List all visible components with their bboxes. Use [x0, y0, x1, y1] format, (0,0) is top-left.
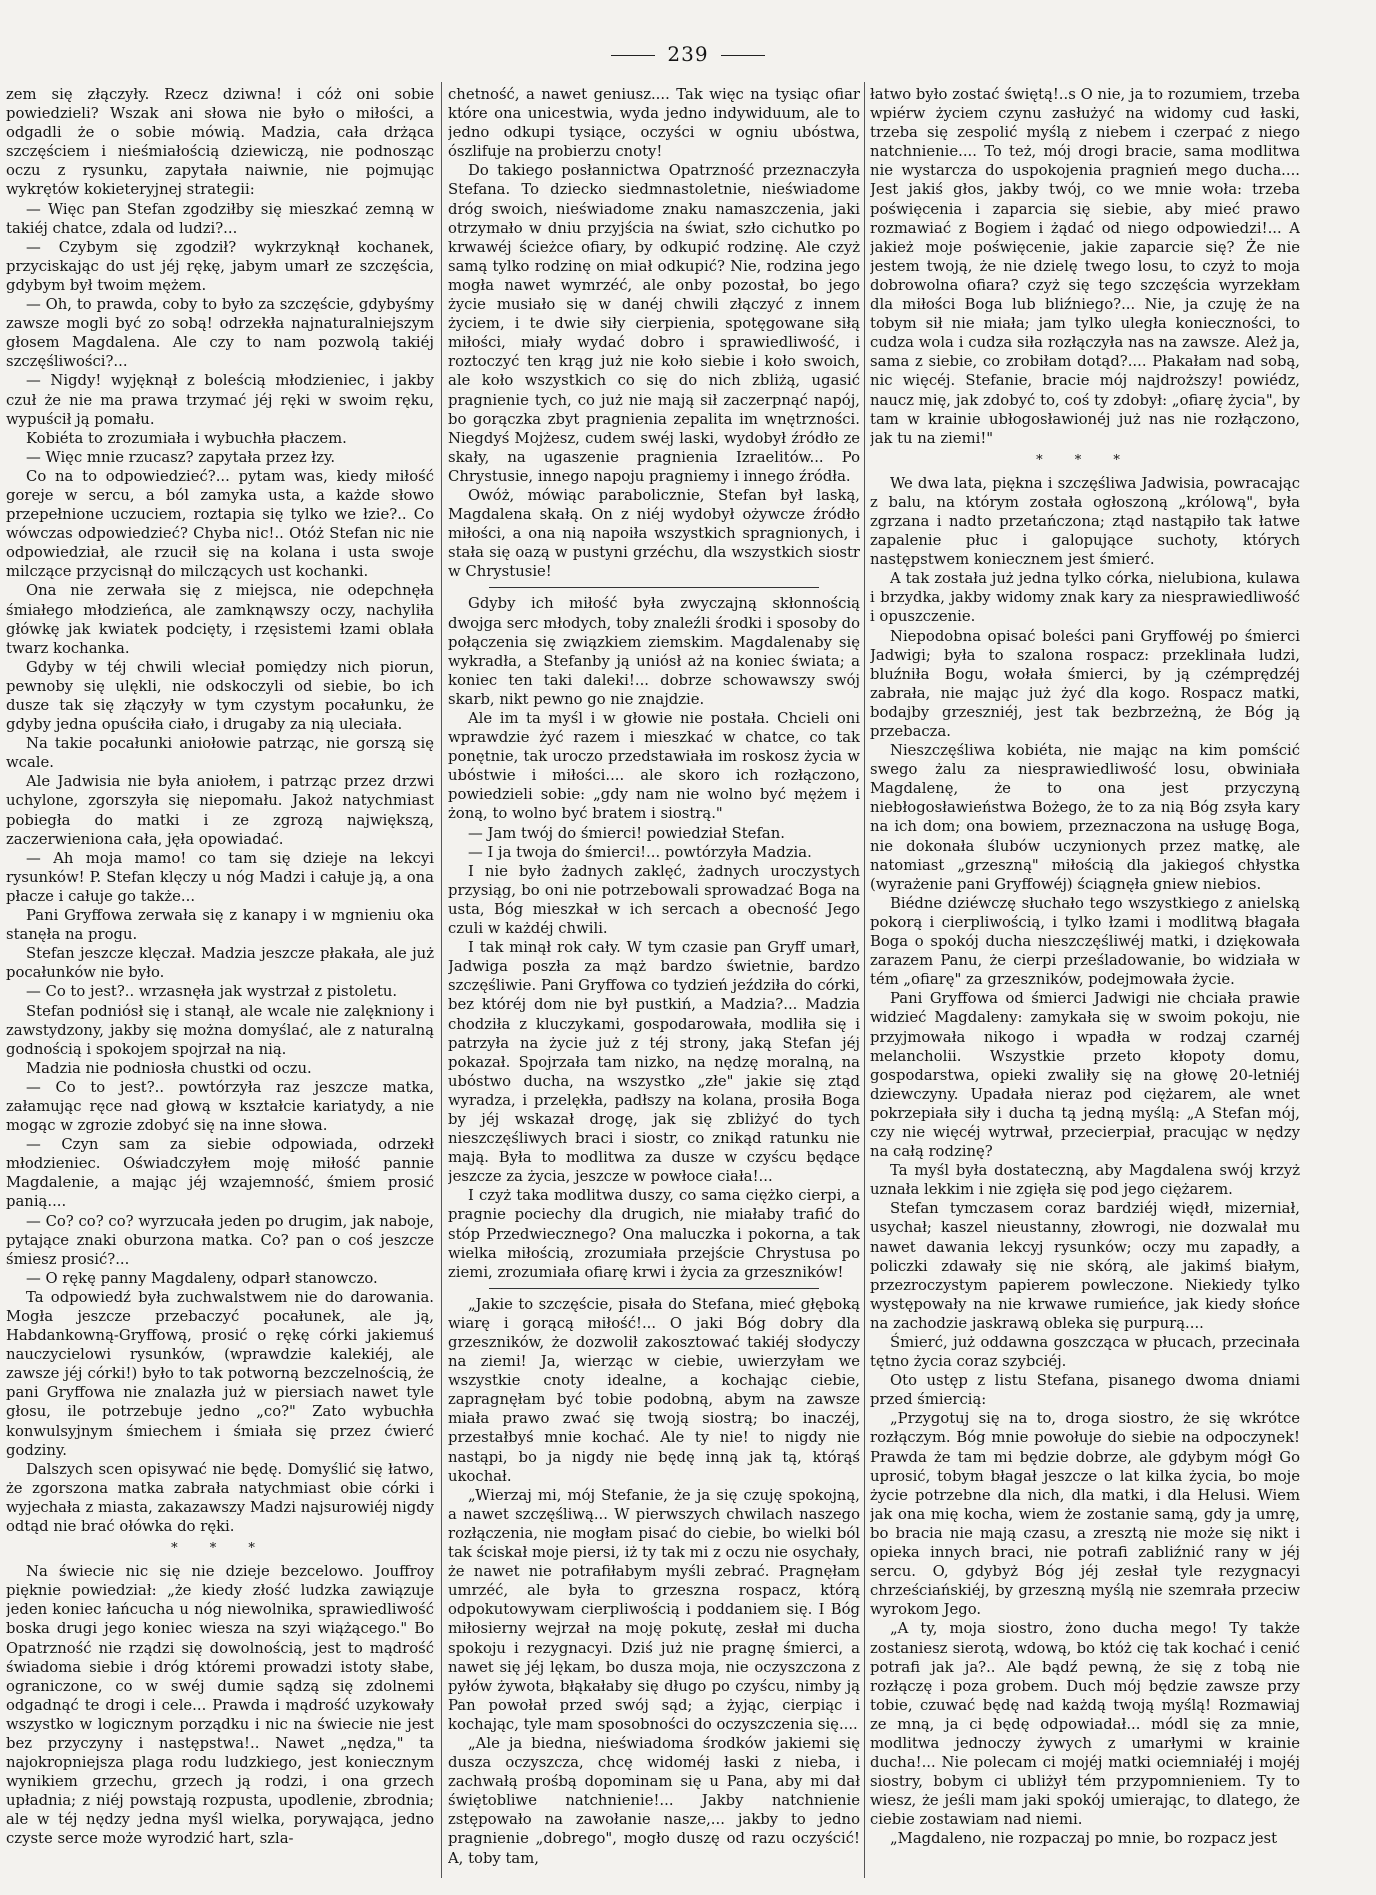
paragraph: Stefan podniósł się i stanął, ale wcale nie zalękniony i zawstydzony, jakby się można domyślać, ale z naturalną godnością i spokojem spojrzał na nią.: [6, 1002, 434, 1058]
paragraph: Pani Gryffowa zerwała się z kanapy i w mgnieniu oka stanęła na progu.: [6, 907, 434, 944]
paragraph: Ale im ta myśl i w głowie nie postała. Chcieli oni wprawdzie żyć razem i mieszkać w chatce, co tak ponętnie, tak uroczo przedstawiała im roskosz życia w ubóstwie i miłości.... ale skoro ich rozłączono, powiedzieli sobie: „gdy nam nie wolno być mężem i żoną, to wolno być bratem i siostrą.": [448, 710, 860, 823]
paragraph: We dwa lata, piękna i szczęśliwa Jadwisia, powracając z balu, na którym została ogłoszoną „królową", była zgrzana i nadto przetańczona; ztąd nastąpiło tak łatwe zapalenie płuc i galopujące suchoty, których następstwem koniecznem jest śmierć.: [870, 474, 1300, 569]
paragraph: — Co to jest?.. wrzasnęła jak wystrzał z pistoletu.: [26, 983, 398, 1001]
paragraph: łatwo było zostać świętą!..s O nie, ja to rozumiem, trzeba wpiérw życiem czynu zasłużyć na widomy cud łaski, trzeba się zespolić myślą z niebem i czerpać z niego natchnienie.... To też, mój drogi bracie, sama modlitwa nie wystarcza do uspokojenia pragnień mego ducha.... Jest jakiś głos, jakby twój, co we mnie woła: trzeba poświęcenia i zaparcia się siebie, aby mieć prawo rozmawiać z Bogiem i żądać od niego odpowiedzi!... A jakież moje poświęcenie, jakie zaparcie się? Że nie jestem twoją, że nie dzielę twego losu, to czyż to moja dobrowolna ofiara? czyż się tego szczęścia wyrzekłam dla miłości Boga lub bliźniego?... Nie, ja czuję że na tobym sił nie miała; jam tylko uległa konieczności, to cudza wola i cudza siła rozłączyła nas na zawsze. Ależ ja, sama z siebie, co zrobiłam dotąd?.... Płakałam nad sobą, nic więcéj. Stefanie, bracie mój najdroższy! powiédz, naucz mię, jak zdobyć to, coś ty zdobył: „ofiarę życia", by tam w krainie ubłogosławionéj już nas nie rozłączono, jak tu na ziemi!": [870, 86, 1300, 447]
paragraph: chetność, a nawet geniusz.... Tak więc na tysiąc ofiar które ona unicestwia, wyda jedno indywiduum, ale to jedno odkupi tysiące, oczyści w ogniu ubóstwa, ószlifuje na probierzu cnoty!: [448, 86, 860, 161]
paragraph: Stefan jeszcze klęczał. Madzia jeszcze płakała, ale już pocałunków nie było.: [6, 945, 434, 982]
paragraph: A tak została już jedna tylko córka, nielubiona, kulawa i brzydka, jakby widomy znak kary za niesprawiedliwość i opuszczenie.: [870, 570, 1300, 626]
paragraph: — I ja twoja do śmierci!... powtórzyła Madzia.: [468, 843, 812, 861]
paragraph: Niepodobna opisać boleści pani Gryffowéj po śmierci Jadwigi; była to szalona rospacz: przeklinała ludzi, bluźniła Bogu, wołała śmierci, by ją czémprędzéj zabrała, nie mając już żyć dla kogo. Rospacz matki, bodajby grzeszniéj, jest tak bezbrzeżną, że Bóg ją przebacza.: [870, 627, 1300, 740]
paragraph: — O rękę panny Magdaleny, odparł stanowczo.: [26, 1269, 378, 1287]
paragraph: Biédne dziéwczę słuchało tego wszystkiego z anielską pokorą i cierpliwością, i tylko łzami i modlitwą błagała Boga o spokój ducha nieszczęśliwéj matki, i dziękowała zarazem Panu, że cierpi prześladowanie, bo widziała w tém „ofiarę" za grzeszników, podejmowała życie.: [870, 894, 1300, 989]
paragraph: Nieszczęśliwa kobiéta, nie mając na kim pomścić swego żalu za niesprawiedliwość losu, obwiniała Magdalenę, że to ona jest przyczyną niebłogosławieństwa Bożego, że to za nią Bóg zsyła kary na ich dom; ona bowiem, przeznaczona na usługę Boga, nie dokonała ślubów uczynionych przez matkę, ale natomiast „grzeszną" miłością dla jakiegoś chłystka (wyrażenie pani Gryffowéj) ściągnęła gniew niebios.: [870, 742, 1300, 893]
paragraph: Ta odpowiedź była zuchwalstwem nie do darowania. Mogła jeszcze przebaczyć pocałunek, ale ją, Habdankowną-Gryffową, prosić o rękę córki jakiemuś nauczycielowi rysunków, (wprawdzie kalekiéj, ale zawsze jéj córki!) było to tak potworną bezczelnością, że pani Gryffowa nie znalazła już w piersiach nawet tyle głosu, ile potrzebuje jedno „co?" Zato wybuchła konwulsyjnym śmiechem i śmiała się przez ćwierć godziny.: [6, 1288, 434, 1459]
paragraph: — Więc mnie rzucasz? zapytała przez łzy.: [26, 448, 336, 466]
paragraph: — Co? co? co? wyrzucała jeden po drugim, jak naboje, pytające znaki oburzona matka. Co? pan o coś jeszcze śmiesz prosić?...: [6, 1212, 434, 1268]
paragraph: Na takie pocałunki aniołowie patrząc, nie gorszą się wcale.: [6, 735, 434, 772]
paragraph: I nie było żadnych zaklęć, żadnych uroczystych przysiąg, bo oni nie potrzebowali sprowadzać Boga na usta, Bóg mieszkał w ich sercach a obecność Jego czuli w każdéj chwili.: [448, 862, 860, 938]
section-break-stars: * * *: [171, 1541, 269, 1557]
paragraph: Kobiéta to zrozumiała i wybuchła płaczem.: [26, 429, 347, 447]
paragraph: — Ah moja mamo! co tam się dzieje na lekcyi rysunków! P. Stefan klęczy u nóg Madzi i całuje ją, a ona płacze i całuje go także...: [6, 849, 434, 905]
paragraph: Ale Jadwisia nie była aniołem, i patrząc przez drzwi uchylone, zgorszyła się niepomału. Jakoż natychmiast pobiegła do matki i ze zgrozą największą, zaczerwieniona cała, jęła opowiadać.: [6, 773, 434, 848]
paragraph: — Czybym się zgodził? wykrzyknął kochanek, przyciskając do ust jéj rękę, jabym umarł ze szczęścia, gdybym był twoim mężem.: [6, 238, 434, 294]
page-number: 239: [667, 42, 709, 66]
paragraph: Dalszych scen opisywać nie będę. Domyślić się łatwo, że zgorszona matka zabrała natychmiast obie córki i wyjechała z miasta, zakazawszy Madzi najsurowiéj nigdy odtąd nie brać ołówka do ręki.: [6, 1460, 434, 1536]
paragraph: Oto ustęp z listu Stefana, pisanego dwoma dniami przed śmiercią:: [870, 1372, 1300, 1409]
paragraph: „Jakie to szczęście, pisała do Stefana, mieć głęboką wiarę i gorącą miłość!... O jaki Bóg dobry dla grzeszników, że dozwolił zakosztować takiéj słodyczy na ziemi! Ja, wierząc w ciebie, uwierzyłam we wszystkie cnoty idealne, a kochając ciebie, zapragnęłam być tobie podobną, abym na zawsze miała prawo zwać się twoją siostrą; bo inaczéj, przestałbyś mnie kochać. Ale ty nie! to nigdy nie nastąpi, bo ja nigdy nie będę inną jak tą, którąś ukochał.: [448, 1295, 860, 1485]
paragraph: Do takiego posłannictwa Opatrzność przeznaczyła Stefana. To dziecko siedmnastoletnie, nieświadome dróg swoich, nieświadome znaku namaszczenia, jaki otrzymało w dniu przyjścia na świat, szło cichutko po krwawéj ścieżce ofiary, by odkupić rodzinę. Ale czyż samą tylko rodzinę on miał odkupić? Nie, rodzina jego mogła nawet wymrzéć, ale onby pozostał, bo jego życie musiało się w danéj chwili złączyć z innem życiem, i te dwie siły cierpienia, spotęgowane siłą miłości, miały wydać dobro i sprawiedliwość, i roztoczyć ten krąg już nie koło siebie i koło swoich, ale koło wszystkich co się do nich zbliżą, ugasić pragnienie tych, co już nie mają sił zaczerpnąć napój, bo gorączka zbyt pragnienia zepalita im wnętrzności. Niegdyś Mojżesz, cudem swéj laski, wydobył źródło ze skały, na ugaszenie pragnienia Izraelitów... Po Chrystusie, innego napoju pragniemy i innego źródła.: [448, 162, 860, 485]
column-divider-1: [441, 82, 442, 1878]
paragraph: Gdyby ich miłość była zwyczajną skłonnością dwojga serc młodych, toby znaleźli środki i sposoby do połączenia się związkiem ziemskim. Magdalenaby się wykradła, a Stefanby ją uniósł aż na koniec świata; a koniec ten taki daleki!... dobrze schowawszy swój skarb, nikt pewno go nie znajdzie.: [448, 595, 860, 708]
paragraph: I tak minął rok cały. W tym czasie pan Gryff umarł, Jadwiga poszła za mąż bardzo świetnie, bardzo szczęśliwie. Pani Gryffowa co tydzień jeździła do córki, bez któréj dom nie był pustkiń, a Madzia?... Madzia chodziła z kluczykami, gospodarowała, modliła się i patrzyła na życie już z téj strony, jaką Stefan jéj pokazał. Spojrzała tam nizko, na nędzę moralną, na ubóstwo ducha, na wszystko „złe" jakie się ztąd wyradza, i przelękła, padłszy na kolana, prosiła Boga by jéj wskazał drogę, jak się zbliżyć do tych nieszczęśliwych braci i siostr, co znikąd ratunku nie mają. Była to modlitwa za dusze w czyścu będące jeszcze za życia, jeszcze w powłoce ciała!...: [448, 939, 860, 1186]
paragraph: „A ty, moja siostro, żono ducha mego! Ty także zostaniesz sierotą, wdową, bo któż cię tak kochać i cenić potrafi jak ja?.. Ale bądź pewną, że się z tobą nie rozłączę i poza grobem. Duch mój będzie zawsze przy tobie, czuwać będę nad każdą twoją myślą! Rozmawiaj ze mną, ja ci będę odpowiadał... módl się za mnie, modlitwa jednoczy żywych z umarłymi w krainie ducha!... Nie polecam ci mojéj matki ociemniałéj i mojéj siostry, bobym ci ubliżył tém przypomnieniem. Ty to wiesz, że jeśli mam jaki spokój umierając, to dlatego, że ciebie zostawiam nad niemi.: [870, 1620, 1300, 1829]
column-3: [870, 85, 1300, 1880]
paragraph: „Wierzaj mi, mój Stefanie, że ja się czuję spokojną, a nawet szczęśliwą... W pierwszych chwilach naszego rozłączenia, nie mogłam pisać do ciebie, bo wielki ból tak ściskał moje piersi, iż ty tak mi z oczu nie osychały, że nawet nie potrafiłabym myśli zebrać. Pragnęłam umrzéć, ale była to grzeszna rospacz, którą odpokutowywam cierpliwością i poddaniem się. I Bóg miłosierny wejrzał na moję pokutę, zesłał mi ducha spokoju i rezygnacyi. Dziś już nie pragnę śmierci, a nawet się jéj lękam, bo dusza moja, nie oczyszczona z pyłów żywota, błąkałaby się długo po czyścu, nimby ją Pan powołał przed swój sąd; a żyjąc, cierpiąc i kochając, tyle mam sposobności do oczyszczenia się....: [448, 1486, 860, 1733]
paragraph: Co na to odpowiedzieć?... pytam was, kiedy miłość goreje w sercu, a ból zamyka usta, a każde słowo przepełnione uczuciem, roztapia się tylko we łzie?.. Co wówczas odpowiedzieć? Chyba nic!.. Otóż Stefan nic nie odpowiedział, ale rzucił się na kolana i usta swoje milczące przycisnął do milczących ust kochanki.: [6, 467, 434, 581]
paragraph: „Ale ja biedna, nieświadoma środków jakiemi się dusza oczyszcza, chcę widoméj łaski z nieba, i zachwałą prośbą dopominam się u Pana, aby mi dał świętobliwe natchnienie!... Jakby natchnienie zstępowało na zawołanie nasze,... jakby to jedno pragnienie „dobrego", mogło duszę od razu oczyścić! A, toby tam,: [448, 1734, 860, 1867]
column-divider-2: [864, 82, 865, 1878]
paragraph: — Czyn sam za siebie odpowiada, odrzekł młodzieniec. Oświadczyłem moję miłość pannie Magdalenie, a mając jéj wzajemność, śmiem prosić panią....: [6, 1136, 434, 1211]
header-rule-left: [611, 55, 655, 56]
paragraph: — Jam twój do śmierci! powiedział Stefan.: [468, 824, 785, 842]
paragraph: — Co to jest?.. powtórzyła raz jeszcze matka, załamując ręce nad głową w kształcie kariatydy, a nie mogąc w zgrozie zdobyć się na inne słowa.: [6, 1078, 434, 1135]
section-break-stars: * * *: [1036, 452, 1134, 468]
paragraph: — Więc pan Stefan zgodziłby się mieszkać zemną w takiéj chatce, zdala od ludzi?...: [6, 200, 434, 237]
section-break-rule: [489, 1288, 819, 1289]
paragraph: Owóż, mówiąc parabolicznie, Stefan był laską, Magdalena skałą. On z niéj wydobył ożywcze źródło miłości, a ona nią napoiła wszystkich spragnionych, i stała się oazą w pustyni grzéchu, dla wszystkich siostr w Chrystusie!: [448, 486, 860, 581]
section-break-rule: [489, 587, 819, 588]
column-1: [6, 85, 434, 1880]
paragraph: I czyż taka modlitwa duszy, co sama ciężko cierpi, a pragnie pociechy dla drugich, nie miałaby trafić do stóp Przedwiecznego? Ona maluczka i pokorna, a tak wielka miłością, zrozumiała przejście Chrystusa po ziemi, zrozumiała ofiarę krwi i życia za grzeszników!: [448, 1187, 860, 1281]
paragraph: — Nigdy! wyjęknął z boleścią młodzieniec, i jakby czuł że nie ma prawa trzymać jéj ręki w swoim ręku, wypuścił ją pomału.: [6, 372, 434, 428]
paragraph: Stefan tymczasem coraz bardziéj więdł, mizerniał, usychał; kaszel nieustanny, złowrogi, nie dozwalał mu nawet dawania lekcyj rysunków; oczy mu zapadły, a policzki zdawały się nie skórą, ale jakimś białym, przezroczystym papierem powleczone. Niekiedy tylko występowały na nie krwawe rumieńce, jak kiedy słońce na zachodzie jaskrawą obleka się purpurą....: [870, 1200, 1300, 1332]
paragraph: Ta myśl była dostateczną, aby Magdalena swój krzyż uznała lekkim i nie zgięła się pod jego ciężarem.: [870, 1162, 1300, 1199]
paragraph: „Przygotuj się na to, droga siostro, że się wkrótce rozłączym. Bóg mnie powołuje do siebie na odpoczynek! Prawda że tam mi będzie dobrze, ale gdybym mógł Go uprosić, tobym błagał jeszcze o lat kilka życia, bo moje życie potrzebne dla nich, dla matki, i dla Helusi. Wiem jak ona mię kocha, wiem że zostanie samą, gdy ja umrę, bo bracia nie mają czasu, a zresztą nie może się nikt i opieka innych braci, nie potrafi zabliźnić rany w jéj sercu. O, gdybyż Bóg jéj zesłał tyle rezygnacyi chrześciańskiéj, by grzeszną myślą nie szemrała przeciw wyrokom Jego.: [870, 1410, 1300, 1619]
header-rule-right: [721, 55, 765, 56]
paragraph: „Magdaleno, nie rozpaczaj po mnie, bo rozpacz jest: [890, 1830, 1278, 1848]
column-2: [448, 85, 860, 1880]
paragraph: Gdyby w téj chwili wleciał pomiędzy nich piorun, pewnoby się ulękli, nie odskoczyli od siebie, bo ich dusze tak się złączyły w tym czystym pocałunku, że gdyby jedna opuściła ciało, i drugaby za nią uleciała.: [6, 658, 434, 734]
paragraph: — Oh, to prawda, coby to było za szczęście, gdybyśmy zawsze mogli być zo sobą! odrzekła najnaturalniejszym głosem Magdalena. Ale czy to nam pozwolą takiéj szczęśliwości?...: [6, 296, 434, 371]
page-number-header: [0, 42, 1376, 66]
paragraph: Madzia nie podniosła chustki od oczu.: [26, 1059, 312, 1077]
paragraph: Ona nie zerwała się z miejsca, nie odepchnęła śmiałego młodzieńca, ale zamknąwszy oczy, nachyliła główkę jak kwiatek podcięty, i rzęsistemi łzami oblała twarz kochanka.: [6, 582, 434, 657]
paragraph: zem się złączyły. Rzecz dziwna! i cóż oni sobie powiedzieli? Wszak ani słowa nie było o miłości, a odgadli że o sobie mówią. Madzia, cała drżąca szczęściem i nieśmiałością dziewiczą, nie podnosząc oczu z rysunku, zapytała naiwnie, nie pojmując wykrętów kokieteryjnej strategii:: [6, 86, 434, 199]
paragraph: Na świecie nic się nie dzieje bezcelowo. Jouffroy pięknie powiedział: „że kiedy złość ludzka zawiązuje jeden koniec łańcucha u nóg niewolnika, sprawiedliwość boska drugi jego koniec wiesza na szyi wiążącego." Bo Opatrzność nie rządzi się dowolnością, jest to mądrość świadoma siebie i dróg któremi prowadzi istoty słabe, ograniczone, co w swéj dumie sądzą się zdolnemi odgadnąć te drogi i cele... Prawda i mądrość uzykowały wszystko w logicznym porządku i nic na świecie nie jest bez przyczyny i następstwa!.. Nawet „nędza," ta najokropniejsza plaga rodu ludzkiego, jest koniecznym wynikiem grzechu, grzech ją rodzi, i ona grzech upładnia; z niéj powstają rozpusta, upodlenie, zbrodnia; ale w téj nędzy jedna myśl wielka, porywająca, jedno czyste serce może wyrodzić hart, szla-: [6, 1563, 434, 1848]
paragraph: Śmierć, już oddawna goszcząca w płucach, przecinała tętno życia coraz szybciéj.: [870, 1334, 1300, 1371]
paragraph: Pani Gryffowa od śmierci Jadwigi nie chciała prawie widzieć Magdaleny: zamykała się w swoim pokoju, nie przyjmowała nikogo i wpadła w rodzaj czarnéj melancholii. Wszystkie przeto kłopoty domu, gospodarstwa, opieki zwaliły się na głowę 20-letniéj dziewczyny. Upadała nieraz pod ciężarem, ale wnet pokrzepiała siły i ducha tą jedną myślą: „A Stefan mój, czy nie więcéj wytrwał, przecierpiał, pracując w nędzy na całą rodzinę?: [870, 990, 1300, 1161]
